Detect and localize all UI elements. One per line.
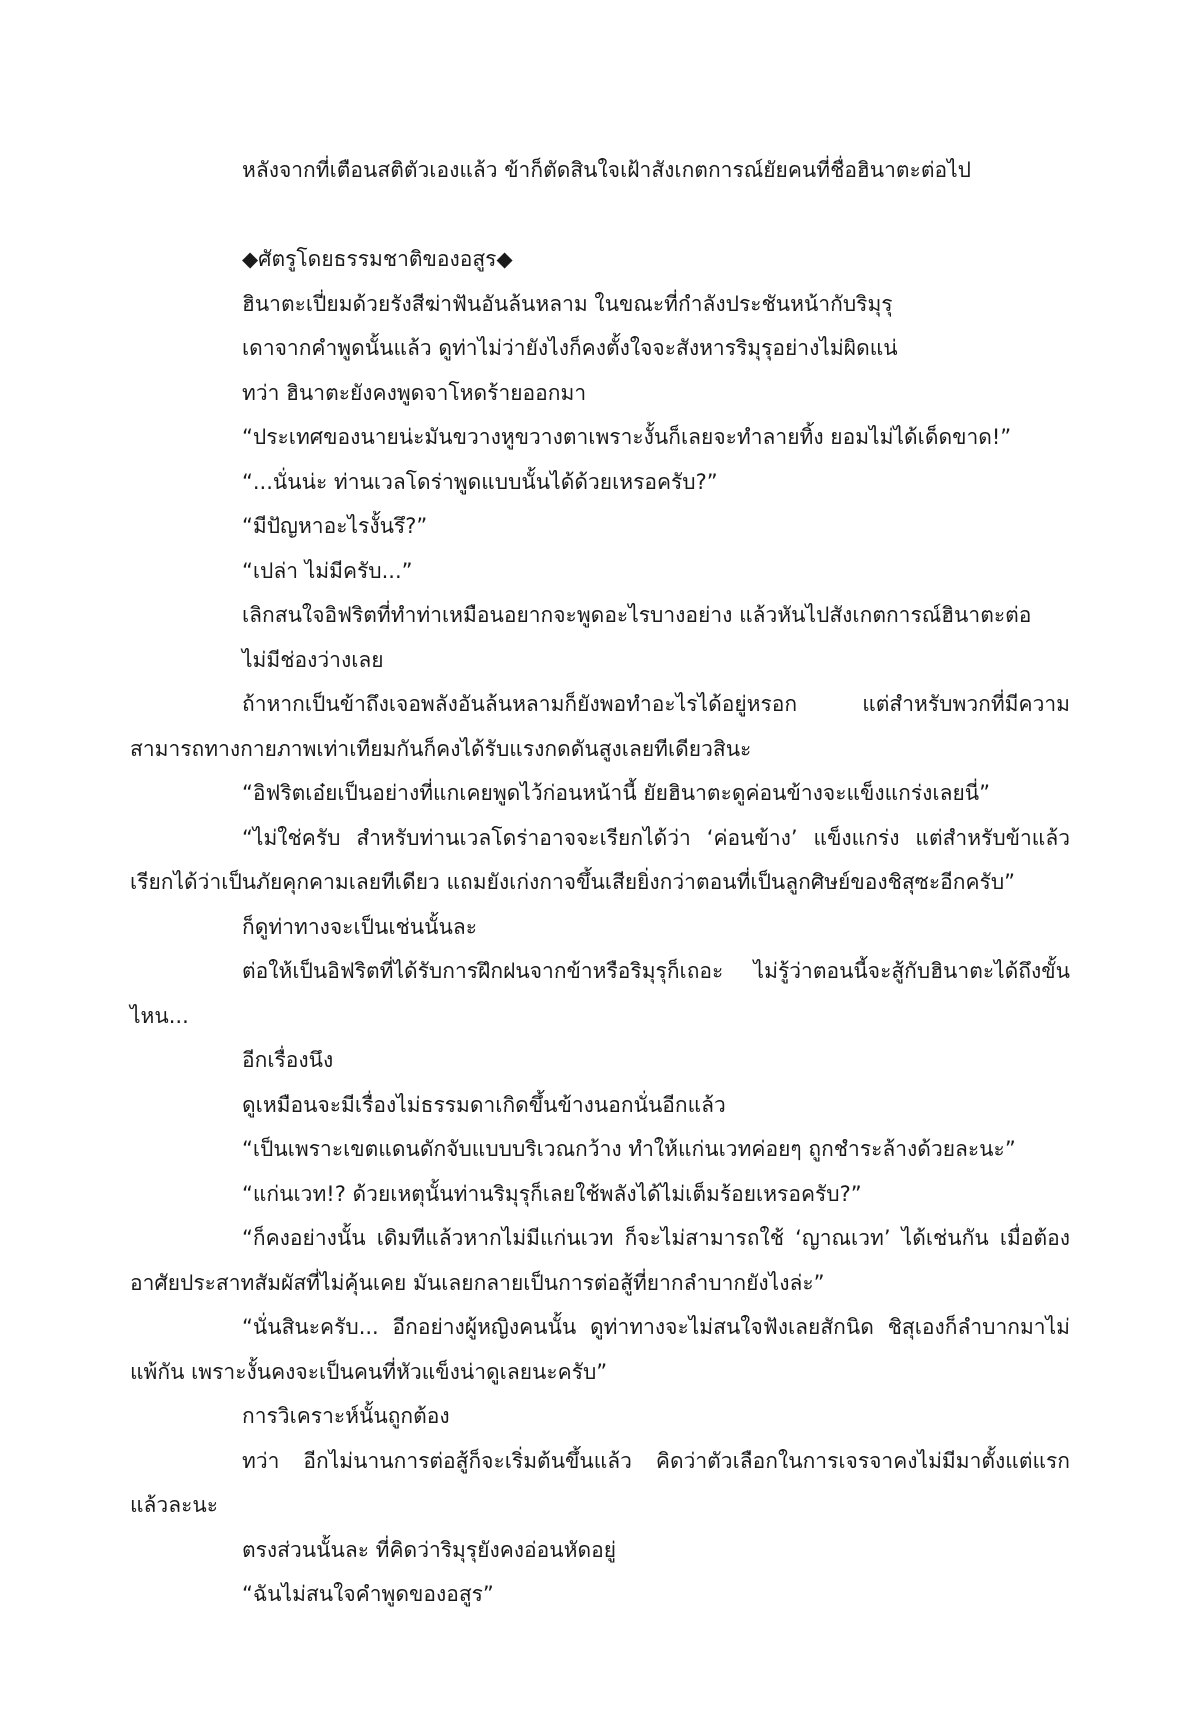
blank-line bbox=[130, 193, 1070, 238]
paragraph: ฮินาตะเปี่ยมด้วยรังสีฆ่าฟันอันล้นหลาม ในขณะที่กำลังประชันหน้ากับริมุรุ bbox=[242, 291, 893, 316]
paragraph: ต่อให้เป็นอิฟริตที่ได้รับการฝึกฝนจากข้าหรือริมุรุก็เถอะ ไม่รู้ว่าตอนนี้จะสู้กับฮินาตะได้ถึงขั้นไหน... bbox=[130, 959, 1070, 1028]
dialogue-line: “ก็คงอย่างนั้น เดิมทีแล้วหากไม่มีแก่นเวท ก็จะไม่สามารถใช้ ‘ญาณเวท’ ได้เช่นกัน เมื่อต้องอาศัยประสาทสัมผัสที่ไม่คุ้นเคย มันเลยกลายเป็นการต่อสู้ที่ยากลำบากยังไงล่ะ” bbox=[130, 1226, 1070, 1295]
body-text bbox=[130, 148, 1070, 1617]
dialogue-line: “เป็นเพราะเขตแดนดักจับแบบบริเวณกว้าง ทำให้แก่นเวทค่อยๆ ถูกชำระล้างด้วยละนะ” bbox=[242, 1137, 1016, 1161]
dialogue-line: “...นั่นน่ะ ท่านเวลโดร่าพูดแบบนั้นได้ด้วยเหรอครับ?” bbox=[242, 469, 718, 494]
dialogue-line: “ไม่ใช่ครับ สำหรับท่านเวลโดร่าอาจจะเรียกได้ว่า ‘ค่อนข้าง’ แข็งแกร่ง แต่สำหรับข้าแล้วเรียกได้ว่าเป็นภัยคุกคามเลยทีเดียว แถมยังเก่งกาจขึ้นเสียยิ่งกว่าตอนที่เป็นลูกศิษย์ของชิสุซะอีกครับ” bbox=[130, 825, 1070, 894]
paragraph: ไม่มีช่องว่างเลย bbox=[242, 647, 384, 672]
paragraph: การวิเคราะห์นั้นถูกต้อง bbox=[242, 1404, 450, 1428]
section-heading: ◆ศัตรูโดยธรรมชาติของอสูร◆ bbox=[242, 247, 513, 271]
paragraph: ถ้าหากเป็นข้าถึงเจอพลังอันล้นหลามก็ยังพอทำอะไรได้อยู่หรอก แต่สำหรับพวกที่มีความสามารถทางกายภาพเท่าเทียมกันก็คงได้รับแรงกดดันสูงเลยทีเดียวสินะ bbox=[130, 692, 1070, 761]
dialogue-line: “มีปัญหาอะไรงั้นรึ?” bbox=[242, 514, 428, 538]
paragraph: ก็ดูท่าทางจะเป็นเช่นนั้นละ bbox=[242, 914, 477, 939]
paragraph: เลิกสนใจอิฟริตที่ทำท่าเหมือนอยากจะพูดอะไรบางอย่าง แล้วหันไปสังเกตการณ์ฮินาตะต่อ bbox=[242, 603, 1032, 627]
dialogue-line: “อิฟริตเอ๋ยเป็นอย่างที่แกเคยพูดไว้ก่อนหน้านี้ ยัยฮินาตะดูค่อนข้างจะแข็งแกร่งเลยนี่” bbox=[242, 781, 991, 805]
dialogue-line: “ฉันไม่สนใจคำพูดของอสูร” bbox=[242, 1582, 494, 1606]
dialogue-line: “เปล่า ไม่มีครับ...” bbox=[242, 558, 413, 583]
dialogue-line: “แก่นเวท!? ด้วยเหตุนั้นท่านริมุรุก็เลยใช้พลังได้ไม่เต็มร้อยเหรอครับ?” bbox=[242, 1181, 862, 1206]
paragraph: อีกเรื่องนึง bbox=[242, 1048, 334, 1072]
paragraph: หลังจากที่เตือนสติตัวเองแล้ว ข้าก็ตัดสินใจเฝ้าสังเกตการณ์ยัยคนที่ชื่อฮินาตะต่อไป bbox=[242, 158, 971, 182]
paragraph: ทว่า อีกไม่นานการต่อสู้ก็จะเริ่มต้นขึ้นแล้ว คิดว่าตัวเลือกในการเจรจาคงไม่มีมาตั้งแต่แรกแล้วละนะ bbox=[130, 1448, 1070, 1517]
paragraph: เดาจากคำพูดนั้นแล้ว ดูท่าไม่ว่ายังไงก็คงตั้งใจจะสังหารริมุรุอย่างไม่ผิดแน่ bbox=[242, 336, 898, 360]
dialogue-line: “ประเทศของนายน่ะมันขวางหูขวางตาเพราะงั้นก็เลยจะทำลายทิ้ง ยอมไม่ได้เด็ดขาด!” bbox=[242, 425, 1012, 449]
paragraph: ดูเหมือนจะมีเรื่องไม่ธรรมดาเกิดขึ้นข้างนอกนั่นอีกแล้ว bbox=[242, 1092, 726, 1117]
paragraph: ทว่า ฮินาตะยังคงพูดจาโหดร้ายออกมา bbox=[242, 380, 587, 405]
paragraph: ตรงส่วนนั้นละ ที่คิดว่าริมุรุยังคงอ่อนหัดอยู่ bbox=[242, 1537, 617, 1562]
dialogue-line: “นั่นสินะครับ... อีกอย่างผู้หญิงคนนั้น ดูท่าทางจะไม่สนใจฟังเลยสักนิด ชิสุเองก็ลำบากมาไม่แพ้กัน เพราะงั้นคงจะเป็นคนที่หัวแข็งน่าดูเลยนะครับ” bbox=[130, 1315, 1070, 1384]
